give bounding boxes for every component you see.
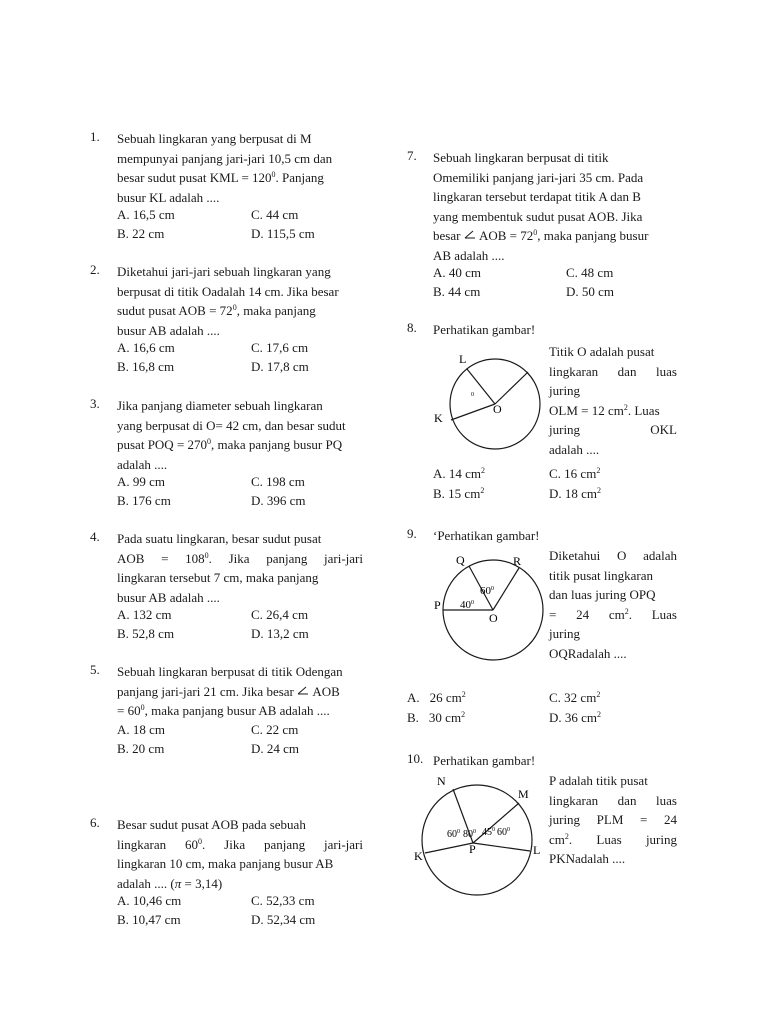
question-title: Perhatikan gambar! <box>433 753 536 768</box>
label-n: N <box>437 774 446 788</box>
option-b[interactable]: B. 15 $cm^2$ <box>433 486 485 501</box>
stem-line: lingkaran tersebut terdapat titik A dan B <box>433 189 641 204</box>
question-stem <box>549 546 677 663</box>
label-l: L <box>533 843 541 857</box>
circle-figure <box>411 773 549 905</box>
option-b[interactable]: B. 176 cm <box>117 493 171 508</box>
stem-line: busur AB adalah .... <box>117 589 220 605</box>
option-d[interactable]: D. 50 cm <box>566 284 615 299</box>
angle-label-npm: $80^0$ <box>463 829 476 840</box>
angle-label-npk: $60^0$ <box>447 829 460 840</box>
stem-line: juring <box>549 626 581 641</box>
stem-line: Diketahui O adalah <box>549 548 677 563</box>
question-number: 7. <box>407 148 417 163</box>
stem-line: lingkaran $60^0$. Jika panjang jari-jari <box>117 836 364 852</box>
label-r: R <box>513 554 522 568</box>
label-o: O <box>489 611 498 625</box>
question-number: 3. <box>90 396 100 411</box>
stem-line: dan luas juring OPQ <box>549 587 656 602</box>
question-7 <box>407 148 682 302</box>
question-stem <box>117 129 363 207</box>
radius-pm <box>473 803 519 843</box>
radius-or <box>493 568 519 610</box>
stem-line: lingkaran dan luas <box>549 363 677 379</box>
option-d[interactable]: D. 17,8 cm <box>251 359 309 374</box>
option-c[interactable]: C. 52,33 cm <box>251 893 315 908</box>
angle-symbol-icon <box>464 230 476 239</box>
angle-label-qor: $60^0$ <box>480 585 494 597</box>
angle-label-poq: $40^0$ <box>460 599 474 611</box>
question-stem <box>117 815 363 893</box>
stem-line: Jika panjang diameter sebuah lingkaran <box>117 398 323 413</box>
stem-line: adalah .... (π = 3,14) <box>117 875 223 891</box>
option-a[interactable]: A. 16,6 cm <box>117 340 175 355</box>
stem-line: AB adalah .... <box>433 247 505 263</box>
circle-figure <box>431 550 545 678</box>
question-4 <box>90 529 365 644</box>
label-p: P <box>434 598 441 612</box>
stem-line: lingkaran dan luas <box>549 792 677 808</box>
question-number: 6. <box>90 815 100 830</box>
question-number: 8. <box>407 320 417 335</box>
question-5 <box>90 662 365 762</box>
radius-pl <box>473 843 530 851</box>
question-stem <box>117 529 363 607</box>
stem-line: panjang jari-jari 21 cm. Jika besar AOB <box>117 683 340 699</box>
stem-line: berpusat di titik Oadalah 14 cm. Jika besar <box>117 283 339 299</box>
stem-line: = $60^0$, maka panjang busur AB adalah .... <box>117 703 330 718</box>
question-stem <box>433 148 677 265</box>
option-d[interactable]: D. 13,2 cm <box>251 626 309 641</box>
question-stem <box>549 342 677 459</box>
stem-line: Titik O adalah pusat <box>549 344 655 359</box>
stem-line: AOB = $108^0$. Jika panjang jari-jari <box>117 550 363 566</box>
stem-line: lingkaran 10 cm, maka panjang busur AB <box>117 856 334 871</box>
stem-line: juring PLM = 24 <box>549 812 677 827</box>
question-number: 5. <box>90 662 100 677</box>
stem-line: pusat POQ = $270^0$, maka panjang busur PQ <box>117 437 343 452</box>
label-k: K <box>414 849 423 863</box>
option-a[interactable]: A. 10,46 cm <box>117 893 182 908</box>
option-d[interactable]: D. 24 cm <box>251 741 300 756</box>
option-d[interactable]: D. 18 $cm^2$ <box>549 486 602 501</box>
question-title: Perhatikan gambar! <box>433 322 536 337</box>
stem-line: Besar sudut pusat AOB pada sebuah <box>117 817 306 832</box>
option-b[interactable]: B. 30 $cm^2$ <box>407 710 466 725</box>
angle-mark: 0 <box>471 392 474 398</box>
stem-line: besar AOB = $72^0$, maka panjang busur <box>433 228 649 243</box>
stem-line: Diketahui jari-jari sebuah lingkaran yang <box>117 264 331 279</box>
option-a[interactable]: A. 99 cm <box>117 474 166 489</box>
stem-line: busur AB adalah .... <box>117 322 220 338</box>
stem-line: mempunyai panjang jari-jari 10,5 cm dan <box>117 150 333 166</box>
question-stem <box>117 262 363 340</box>
radius-ok <box>451 404 495 420</box>
angle-symbol-icon <box>297 686 309 695</box>
option-a[interactable]: A. 14 $cm^2$ <box>433 466 486 481</box>
stem-line: P adalah titik pusat <box>549 773 648 788</box>
option-b[interactable]: B. 20 cm <box>117 741 165 756</box>
label-p: P <box>469 842 476 856</box>
stem-line: lingkaran tersebut 7 cm, maka panjang <box>117 570 319 585</box>
option-a[interactable]: A. 26 $cm^2$ <box>407 690 466 705</box>
option-c[interactable]: C. 16 $cm^2$ <box>549 466 601 481</box>
stem-line: titik pusat lingkaran <box>549 567 653 583</box>
option-b[interactable]: B. 22 cm <box>117 226 165 241</box>
option-b[interactable]: B. 10,47 cm <box>117 912 181 927</box>
stem-line: yang membentuk sudut pusat AOB. Jika <box>433 208 643 224</box>
option-b[interactable]: B. 44 cm <box>433 284 481 299</box>
question-number: 1. <box>90 129 100 144</box>
option-c[interactable]: C. 198 cm <box>251 474 305 489</box>
angle-label-mpl-b: $60^0$ <box>497 827 510 838</box>
question-stem <box>117 396 363 474</box>
stem-line: adalah .... <box>117 456 168 472</box>
stem-line: juring <box>549 383 581 398</box>
question-stem <box>549 771 677 869</box>
option-c[interactable]: C. 44 cm <box>251 207 299 222</box>
option-d[interactable]: D. 115,5 cm <box>251 226 315 241</box>
radius-ol <box>467 369 495 404</box>
stem-line: yang berpusat di O= 42 cm, dan besar sudut <box>117 417 346 433</box>
stem-line: Omemiliki panjang jari-jari 35 cm. Pada <box>433 169 644 185</box>
pi-symbol: π <box>174 875 182 891</box>
question-stem <box>117 662 367 721</box>
label-k: K <box>434 411 443 425</box>
stem-line: = 24 $cm^2$. Luas <box>549 606 677 622</box>
option-a[interactable]: A. 40 cm <box>433 265 482 280</box>
option-b[interactable]: B. 52,8 cm <box>117 626 175 641</box>
radius-om <box>495 372 528 404</box>
option-c[interactable]: C. 17,6 cm <box>251 340 309 355</box>
option-c[interactable]: C. 26,4 cm <box>251 607 309 622</box>
question-6 <box>90 815 365 930</box>
question-number: 9. <box>407 526 417 541</box>
circle-figure <box>431 348 541 458</box>
question-number: 4. <box>90 529 100 544</box>
question-8 <box>407 320 682 505</box>
option-d[interactable]: D. 36 $cm^2$ <box>549 710 602 725</box>
stem-line: sudut pusat AOB = $72^0$, maka panjang <box>117 303 316 318</box>
option-a[interactable]: A. 16,5 cm <box>117 207 175 222</box>
question-10 <box>407 751 682 911</box>
option-b[interactable]: B. 16,8 cm <box>117 359 175 374</box>
option-a[interactable]: A. 18 cm <box>117 722 166 737</box>
option-c[interactable]: C. 32 $cm^2$ <box>549 690 601 705</box>
option-c[interactable]: C. 48 cm <box>566 265 614 280</box>
label-q: Q <box>456 553 465 567</box>
stem-line: PKNadalah .... <box>549 851 626 866</box>
label-m: M <box>518 787 529 801</box>
stem-line: OLM = 12 $cm^2$. Luas <box>549 402 660 418</box>
option-c[interactable]: C. 22 cm <box>251 722 299 737</box>
stem-line: adalah .... <box>549 441 600 457</box>
label-l: L <box>459 352 467 366</box>
question-2 <box>90 262 365 377</box>
label-o: O <box>493 402 502 416</box>
stem-line: Sebuah lingkaran berpusat di titik <box>433 150 609 165</box>
question-number: 2. <box>90 262 100 277</box>
option-d[interactable]: D. 52,34 cm <box>251 912 316 927</box>
stem-line: Pada suatu lingkaran, besar sudut pusat <box>117 531 322 546</box>
question-1 <box>90 129 365 244</box>
radius-pk <box>425 843 473 853</box>
stem-line: OQRadalah .... <box>549 645 627 661</box>
stem-line: $cm^2$. Luas juring <box>549 831 677 847</box>
question-9 <box>407 526 682 731</box>
question-number: 10. <box>407 751 424 766</box>
stem-line: Sebuah lingkaran berpusat di titik Odengan <box>117 664 343 679</box>
stem-line: juring OKL <box>549 422 677 437</box>
stem-line: besar sudut pusat KML = $120^0$. Panjang <box>117 170 324 185</box>
option-d[interactable]: D. 396 cm <box>251 493 306 508</box>
stem-line: busur KL adalah .... <box>117 189 220 205</box>
question-title: ‘Perhatikan gambar! <box>433 528 540 543</box>
angle-label-mpl-a: $45^0$ <box>482 827 495 838</box>
option-a[interactable]: A. 132 cm <box>117 607 172 622</box>
stem-line: Sebuah lingkaran yang berpusat di M <box>117 131 312 146</box>
question-3 <box>90 396 365 511</box>
